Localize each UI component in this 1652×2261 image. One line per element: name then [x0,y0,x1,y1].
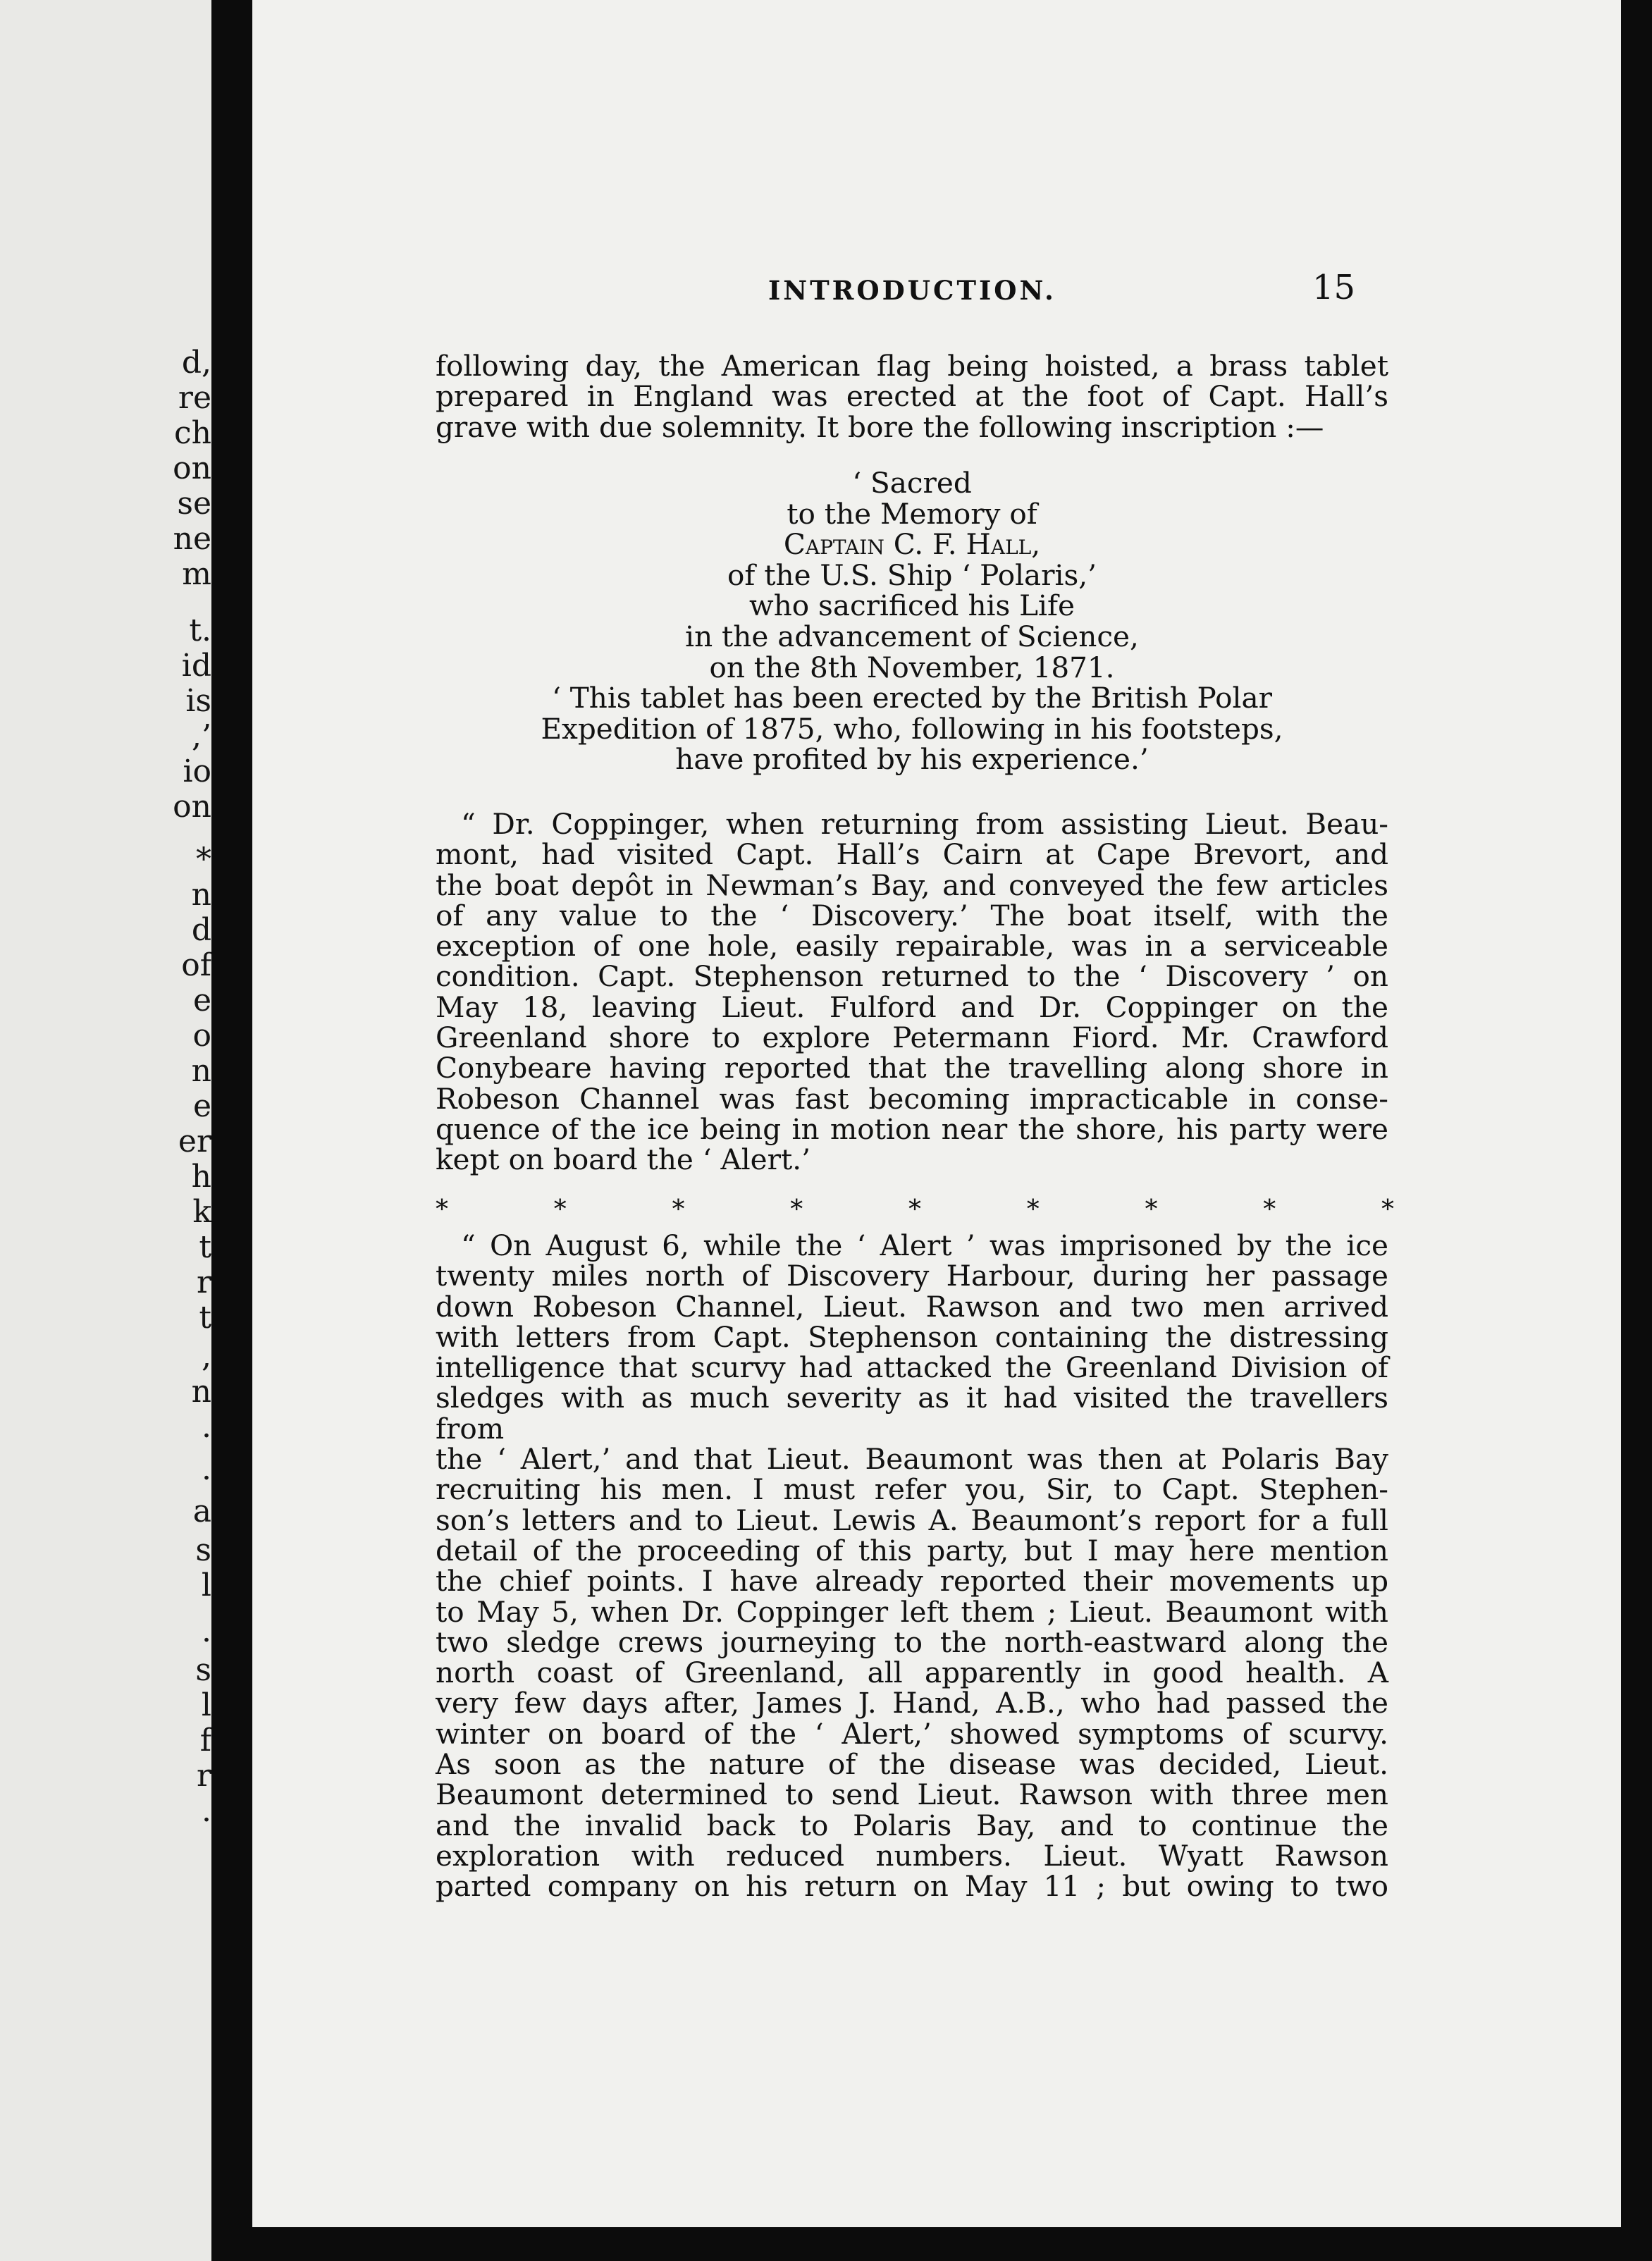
text-line: detail of the proceeding of this party, but I may here mention [436,1533,1388,1567]
facing-page-text-fragment: h [191,1159,211,1195]
facing-page-text-fragment: on [173,789,211,825]
text-line: May 18, leaving Lieut. Fulford and Dr. Coppinger on the [436,990,1388,1024]
book-gutter [211,0,252,2261]
text-line: prepared in England was erected at the foot of Capt. Hall’s [436,379,1388,414]
facing-page-text-fragment: . [202,1793,211,1829]
facing-page-text-fragment: t. [189,612,211,648]
separator-star: * [1263,1195,1276,1224]
facing-page-text-fragment: * [196,842,211,877]
text-line: grave with due solemnity. It bore the following inscription :— [436,409,1324,444]
text-line: to May 5, when Dr. Coppinger left them ; Lieut. Beaumont with [436,1594,1388,1629]
facing-page-text-fragment: ,’ [192,718,211,754]
text-line: recruiting his men. I must refer you, Sir, to Capt. Stephen- [436,1472,1388,1507]
facing-page-text-fragment: ne [173,521,211,557]
facing-page-text-fragment: . [202,1613,211,1649]
facing-page-text-fragment: a [192,1493,211,1529]
text-line: “ On August 6, while the ‘ Alert ’ was imprisoned by the ice [461,1228,1388,1262]
facing-page-text-fragment: e [192,982,211,1018]
text-line: Conybeare having reported that the travelling along shore in [436,1051,1388,1085]
text-line: twenty miles north of Discovery Harbour, during her passage [436,1259,1388,1293]
facing-page-text-fragment: t [199,1300,211,1336]
facing-page-text-fragment: re [178,380,211,416]
separator-star: * [672,1195,685,1224]
text-line: the chief points. I have already reported their movements up [436,1564,1388,1598]
text-line: north coast of Greenland, all apparently in good health. A [436,1656,1388,1690]
separator-star: * [553,1195,567,1224]
facing-page-text-fragment: s [195,1652,211,1688]
facing-page-text-fragment: on [173,450,211,486]
facing-page-text-fragment: l [201,1687,211,1723]
facing-page-text-fragment: s [195,1532,211,1568]
separator-star: * [908,1195,921,1224]
text-line: sledges with as much severity as it had visited the travellers from [436,1381,1388,1446]
text-line: “ Dr. Coppinger, when returning from assisting Lieut. Beau- [461,807,1388,841]
facing-page-text-fragment: l [201,1567,211,1603]
running-header: INTRODUCTION. [768,275,1056,306]
text-line: Robeson Channel was fast becoming impracticable in conse- [436,1081,1388,1116]
text-line: intelligence that scurvy had attacked the Greenland Division of [436,1350,1388,1385]
facing-page-text-fragment: . [202,1451,211,1487]
separator-star: * [436,1195,448,1224]
text-line: exploration with reduced numbers. Lieut. Wyatt Rawson [436,1838,1388,1873]
paragraph-coppinger [436,809,1388,1176]
text-line: with letters from Capt. Stephenson containing the distressing [436,1319,1388,1354]
inscription-line: Captain C. F. Hall, [783,527,1041,562]
facing-page-text-fragment: f [199,1723,211,1758]
text-line: and the invalid back to Polaris Bay, and to continue the [436,1808,1388,1842]
text-line: Greenland shore to explore Petermann Fiord. Mr. Crawford [436,1021,1388,1055]
text-line: two sledge crews journeying to the north-eastward along the [436,1625,1388,1659]
inscription-line: of the U.S. Ship ‘ Polaris,’ [727,557,1097,592]
facing-page-text-fragment: ch [174,415,211,451]
facing-page-text-fragment: is [185,683,211,719]
inscription-line: ‘ This tablet has been erected by the British Polar [552,681,1272,715]
facing-page-text-fragment: n [191,877,211,913]
separator-star: * [1381,1195,1394,1224]
facing-page-text-fragment: . [202,1409,211,1445]
facing-page-text-fragment: r [196,1264,211,1300]
section-separator [436,1195,1394,1224]
separator-star: * [1026,1195,1040,1224]
text-line: the boat depôt in Newman’s Bay, and conveyed the few articles [436,868,1388,902]
inscription-line: to the Memory of [787,496,1037,531]
text-line: condition. Capt. Stephenson returned to the ‘ Discovery ’ on [436,959,1388,994]
text-line: following day, the American flag being hoisted, a brass tablet [436,349,1388,383]
separator-star: * [1145,1195,1158,1224]
page-border-right [1621,0,1652,2261]
text-line: parted company on his return on May 11 ; but owing to two [436,1869,1388,1904]
facing-page-text-fragment: n [191,1053,211,1089]
paragraph-august [436,1228,1388,1904]
facing-page-text-fragment: d, [181,345,211,381]
inscription-line: in the advancement of Science, [685,619,1139,653]
text-line: down Robeson Channel, Lieut. Rawson and two men arrived [436,1289,1388,1324]
text-line: the ‘ Alert,’ and that Lieut. Beaumont was then at Polaris Bay [436,1442,1388,1477]
separator-star: * [790,1195,803,1224]
memorial-inscription [436,468,1388,775]
text-line: son’s letters and to Lieut. Lewis A. Beaumont’s report for a full [436,1503,1388,1537]
text-line: exception of one hole, easily repairable, was in a serviceable [436,929,1388,963]
facing-page-text-fragment: se [177,486,211,522]
page-number: 15 [1312,268,1356,307]
inscription-line: on the 8th November, 1871. [709,650,1115,684]
inscription-line: Expedition of 1875, who, following in his footsteps, [541,711,1283,746]
facing-page-text-fragment: k [192,1194,211,1230]
facing-page-text-fragment: io [183,753,211,789]
facing-page-text-fragment: r [196,1758,211,1794]
facing-page-text-fragment: of [181,947,211,983]
text-line: quence of the ice being in motion near the shore, his party were [436,1111,1388,1146]
page-border-bottom [211,2227,1652,2261]
facing-page-text-fragment: id [181,648,211,684]
facing-page-text-fragment: d [191,912,211,948]
facing-page-text-fragment: o [192,1018,211,1054]
text-line: mont, had visited Capt. Hall’s Cairn at Cape Brevort, and [436,837,1388,872]
facing-page-text-fragment: e [192,1088,211,1124]
text-line: very few days after, James J. Hand, A.B., who had passed the [436,1686,1388,1720]
facing-page-text-fragment: er [178,1123,211,1159]
inscription-line: ‘ Sacred [852,466,972,500]
inscription-line: who sacrificed his Life [749,589,1075,623]
facing-page-text-fragment: , [202,1338,211,1374]
inscription-line: have profited by his experience.’ [675,742,1149,777]
text-line: winter on board of the ‘ Alert,’ showed symptoms of scurvy. [436,1716,1388,1751]
facing-page-edge [0,0,211,2261]
facing-page-text-fragment: m [182,556,211,592]
facing-page-text-fragment: t [199,1229,211,1265]
text-line: of any value to the ‘ Discovery.’ The boat itself, with the [436,898,1388,932]
opening-paragraph [436,351,1388,443]
text-line: Beaumont determined to send Lieut. Rawson with three men [436,1778,1388,1812]
text-line: kept on board the ‘ Alert.’ [436,1142,811,1177]
facing-page-text-fragment: n [191,1374,211,1410]
text-line: As soon as the nature of the disease was decided, Lieut. [436,1747,1388,1782]
